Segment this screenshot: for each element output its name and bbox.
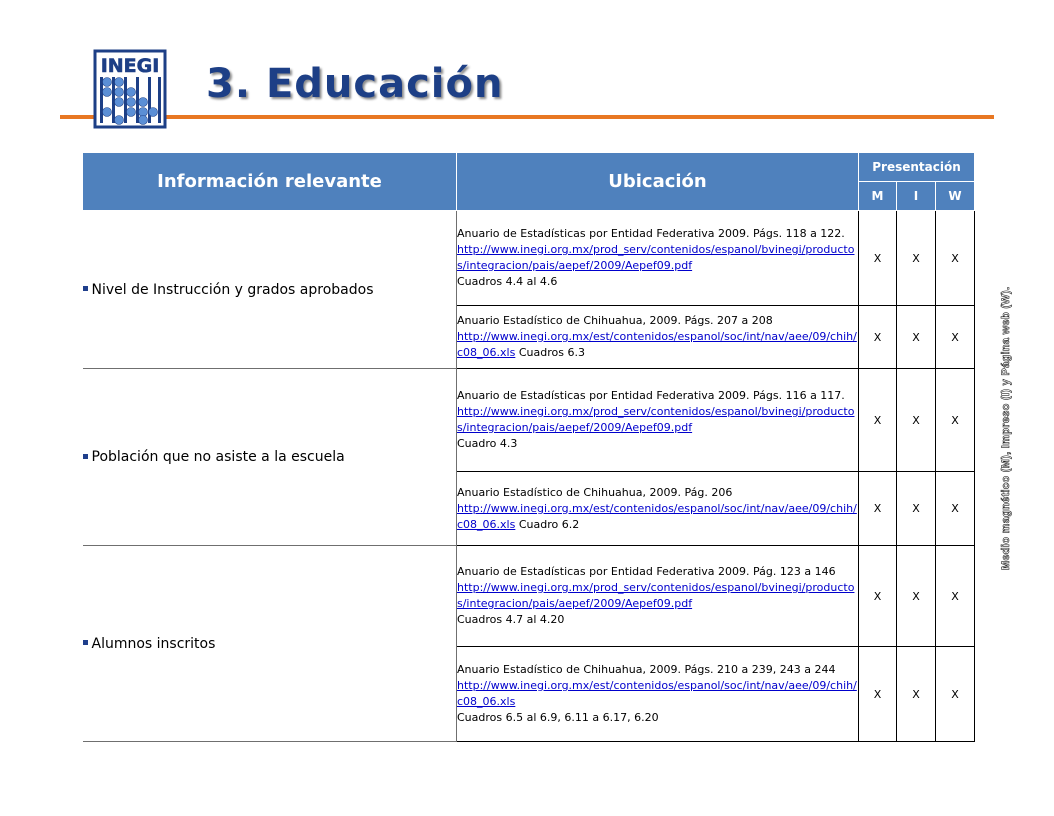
header-m: M <box>859 182 897 211</box>
mark-i: X <box>897 472 936 546</box>
source-text: Anuario de Estadísticas por Entidad Federativa 2009. Págs. 116 a 117. <box>457 389 845 402</box>
table-row <box>83 211 975 306</box>
source-text: Anuario de Estadísticas por Entidad Federativa 2009. Pág. 123 a 146 <box>457 565 836 578</box>
presentation-legend-note: Medio magnético (M), Impreso (I) y Página web (W). <box>1000 286 1012 570</box>
education-info-table <box>82 152 975 742</box>
mark-w: X <box>936 647 975 742</box>
header-informacion: Información relevante <box>83 153 457 211</box>
title-underline <box>60 115 994 119</box>
mark-m: X <box>859 369 897 472</box>
group-label-cell <box>83 369 457 546</box>
group-label: Nivel de Instrucción y grados aprobados <box>91 281 374 298</box>
bullet-icon <box>83 286 88 291</box>
table-row <box>83 369 975 472</box>
mark-w: X <box>936 306 975 369</box>
page-title: 3. Educación <box>206 61 504 107</box>
mark-i: X <box>897 306 936 369</box>
svg-text:INEGI: INEGI <box>100 55 160 77</box>
mark-w: X <box>936 546 975 647</box>
group-label: Población que no asiste a la escuela <box>91 449 345 465</box>
source-text: Anuario Estadístico de Chihuahua, 2009. Pág. 206 <box>457 485 733 499</box>
header-presentacion: Presentación <box>859 153 975 182</box>
mark-m: X <box>859 211 897 306</box>
mark-m: X <box>859 472 897 546</box>
ubicacion-cell <box>457 369 859 472</box>
source-text: Anuario de Estadísticas por Entidad Federativa 2009. Págs. 118 a 122. <box>457 227 845 240</box>
mark-i: X <box>897 369 936 472</box>
header-i: I <box>897 182 936 211</box>
group-label: Alumnos inscritos <box>91 635 216 652</box>
ubicacion-cell <box>457 306 859 369</box>
source-link[interactable]: http://www.inegi.org.mx/prod_serv/contenidos/espanol/bvinegi/productos/integracion/pais/aepef/2009/Aepef09.pdf <box>457 581 855 610</box>
cuadros-text: Cuadros 4.4 al 4.6 <box>457 275 558 288</box>
group-label-cell <box>83 546 457 742</box>
mark-i: X <box>897 211 936 306</box>
mark-m: X <box>859 546 897 647</box>
inegi-logo <box>92 48 168 130</box>
ubicacion-cell <box>457 472 859 546</box>
group-label-cell <box>83 211 457 369</box>
source-link[interactable]: http://www.inegi.org.mx/est/contenidos/espanol/soc/int/nav/aee/09/chih/c08_06.xls <box>457 330 857 359</box>
cuadros-text: Cuadro 4.3 <box>457 437 518 450</box>
ubicacion-cell <box>457 211 859 306</box>
source-link[interactable]: http://www.inegi.org.mx/est/contenidos/espanol/soc/int/nav/aee/09/chih/c08_06.xls <box>457 501 857 531</box>
header-w: W <box>936 182 975 211</box>
header-ubicacion: Ubicación <box>457 153 859 211</box>
source-link[interactable]: http://www.inegi.org.mx/prod_serv/contenidos/espanol/bvinegi/productos/integracion/pais/aepef/2009/Aepef09.pdf <box>457 243 855 272</box>
ubicacion-cell <box>457 647 859 742</box>
source-link[interactable]: http://www.inegi.org.mx/prod_serv/contenidos/espanol/bvinegi/productos/integracion/pais/aepef/2009/Aepef09.pdf <box>457 405 855 434</box>
mark-w: X <box>936 472 975 546</box>
cuadros-text: Cuadros 6.5 al 6.9, 6.11 a 6.17, 6.20 <box>457 711 659 724</box>
bullet-icon <box>83 640 88 645</box>
mark-i: X <box>897 546 936 647</box>
mark-m: X <box>859 647 897 742</box>
mark-m: X <box>859 306 897 369</box>
source-text: Anuario Estadístico de Chihuahua, 2009. Págs. 210 a 239, 243 a 244 <box>457 663 836 676</box>
mark-w: X <box>936 369 975 472</box>
source-text: Anuario Estadístico de Chihuahua, 2009. Págs. 207 a 208 <box>457 314 773 327</box>
ubicacion-cell <box>457 546 859 647</box>
source-link[interactable]: http://www.inegi.org.mx/est/contenidos/espanol/soc/int/nav/aee/09/chih/c08_06.xls <box>457 679 857 708</box>
mark-i: X <box>897 647 936 742</box>
bullet-icon <box>83 454 88 459</box>
table-row <box>83 546 975 647</box>
cuadros-text: Cuadros 6.3 <box>518 346 585 359</box>
mark-w: X <box>936 211 975 306</box>
cuadros-text: Cuadros 4.7 al 4.20 <box>457 613 565 626</box>
cuadros-text: Cuadro 6.2 <box>518 517 580 531</box>
